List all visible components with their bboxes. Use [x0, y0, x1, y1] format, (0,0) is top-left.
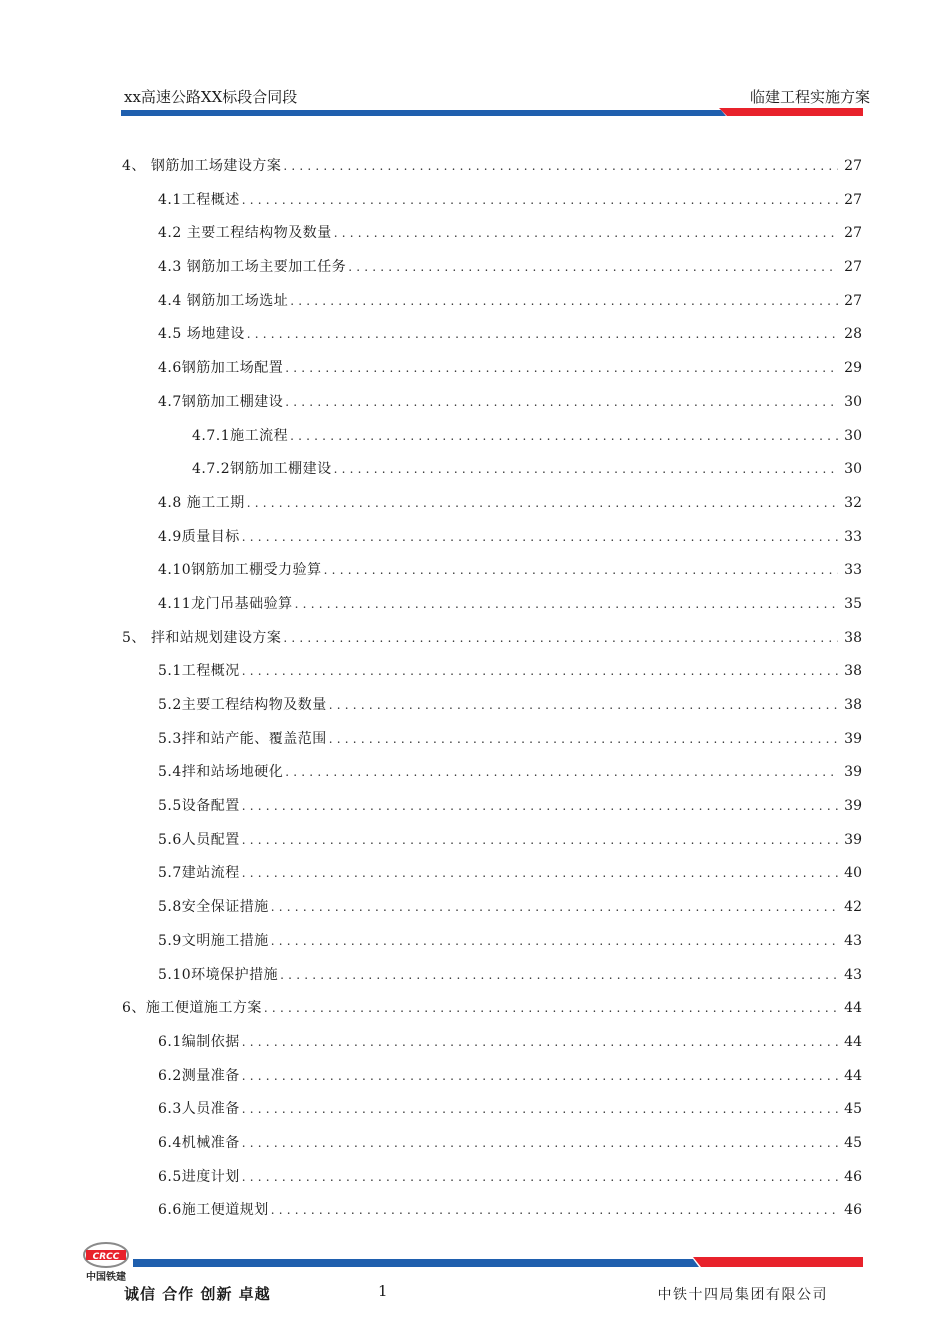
toc-entry-page: 28: [844, 326, 862, 343]
toc-dot-leader: [247, 487, 838, 521]
toc-entry[interactable]: [122, 689, 862, 723]
toc-entry-title: 4.11龙门吊基础验算: [158, 595, 293, 612]
toc-entry[interactable]: [122, 318, 862, 352]
toc-entry[interactable]: [122, 487, 862, 521]
toc-entry-page: 46: [844, 1202, 862, 1219]
toc-dot-leader: [242, 790, 838, 824]
toc-entry-title: 4.4 钢筋加工场选址: [158, 292, 289, 309]
toc-entry-title: 5.4拌和站场地硬化: [158, 764, 284, 781]
toc-entry[interactable]: [122, 1060, 862, 1094]
toc-entry[interactable]: [122, 857, 862, 891]
toc-entry-title: 4.10钢筋加工棚受力验算: [158, 562, 322, 579]
toc-entry-page: 32: [844, 494, 862, 511]
toc-entry-title: 4.7.2钢筋加工棚建设: [192, 461, 332, 478]
toc-entry-title: 4.7钢筋加工棚建设: [158, 393, 284, 410]
toc-dot-leader: [242, 1060, 838, 1094]
toc-entry-page: 40: [844, 865, 862, 882]
toc-entry-page: 38: [844, 629, 862, 646]
toc-dot-leader: [242, 1026, 838, 1060]
toc-entry[interactable]: [122, 622, 862, 656]
toc-entry[interactable]: [122, 420, 862, 454]
header-document-title: 临建工程实施方案: [749, 88, 870, 106]
toc-dot-leader: [242, 1161, 838, 1195]
toc-entry-title: 5.2主要工程结构物及数量: [158, 697, 327, 713]
toc-dot-leader: [329, 689, 838, 723]
toc-entry-title: 6.6施工便道规划: [158, 1202, 269, 1219]
toc-entry-page: 27: [844, 292, 862, 309]
toc-dot-leader: [334, 217, 838, 251]
toc-entry-title: 4.9质量目标: [158, 528, 240, 545]
toc-entry-page: 30: [844, 393, 862, 410]
toc-entry-title: 6.1编制依据: [158, 1033, 240, 1050]
toc-entry[interactable]: [122, 756, 862, 790]
toc-dot-leader: [271, 891, 838, 925]
logo-text: CRCC: [92, 1252, 120, 1262]
toc-entry-title: 6.4机械准备: [158, 1134, 240, 1151]
toc-entry[interactable]: [122, 554, 862, 588]
toc-entry-title: 6、施工便道施工方案: [122, 1000, 262, 1017]
toc-entry-page: 43: [844, 966, 862, 983]
toc-entry-title: 4.2 主要工程结构物及数量: [158, 225, 332, 242]
toc-entry-page: 33: [844, 562, 862, 579]
toc-entry-page: 27: [844, 191, 862, 208]
toc-entry[interactable]: [122, 655, 862, 689]
toc-entry-page: 39: [844, 730, 862, 747]
toc-entry-page: 44: [844, 1000, 862, 1017]
toc-dot-leader: [334, 453, 838, 487]
toc-entry-title: 5.6人员配置: [158, 831, 240, 848]
toc-entry[interactable]: [122, 1026, 862, 1060]
toc-dot-leader: [247, 318, 838, 352]
toc-entry-page: 45: [844, 1134, 862, 1151]
toc-entry-page: 30: [844, 461, 862, 478]
toc-entry-page: 45: [844, 1101, 862, 1118]
toc-entry[interactable]: [122, 588, 862, 622]
toc-entry[interactable]: [122, 251, 862, 285]
toc-entry-page: 30: [844, 427, 862, 444]
toc-entry[interactable]: [122, 150, 862, 184]
toc-entry-title: 4.3 钢筋加工场主要加工任务: [158, 259, 347, 276]
toc-entry[interactable]: [122, 453, 862, 487]
toc-entry[interactable]: [122, 925, 862, 959]
toc-entry-page: 35: [844, 595, 862, 612]
toc-entry[interactable]: [122, 723, 862, 757]
toc-entry-page: 42: [844, 899, 862, 916]
toc-dot-leader: [324, 554, 838, 588]
toc-entry-page: 38: [844, 697, 862, 713]
toc-entry[interactable]: [122, 891, 862, 925]
toc-entry-page: 29: [844, 360, 862, 377]
toc-entry[interactable]: [122, 1093, 862, 1127]
toc-entry-title: 5.10环境保护措施: [158, 966, 279, 983]
toc-entry-title: 6.5进度计划: [158, 1168, 240, 1185]
logo-caption: 中国铁建: [86, 1272, 126, 1283]
toc-entry-page: 39: [844, 831, 862, 848]
header-divider-bar: [121, 108, 863, 116]
toc-dot-leader: [271, 1194, 838, 1228]
toc-dot-leader: [264, 992, 838, 1026]
toc-entry-title: 5.3拌和站产能、覆盖范围: [158, 730, 327, 747]
toc-dot-leader: [329, 723, 838, 757]
toc-dot-leader: [295, 588, 838, 622]
toc-dot-leader: [280, 959, 838, 993]
toc-entry[interactable]: [122, 521, 862, 555]
toc-dot-leader: [283, 150, 838, 184]
toc-entry[interactable]: [122, 824, 862, 858]
footer-company-name: 中铁十四局集团有限公司: [657, 1287, 828, 1303]
toc-entry-title: 4.8 施工工期: [158, 494, 245, 511]
toc-entry[interactable]: [122, 352, 862, 386]
toc-dot-leader: [242, 824, 838, 858]
page-number: 1: [378, 1282, 388, 1300]
toc-entry-title: 4.5 场地建设: [158, 326, 245, 343]
crcc-logo-icon: [78, 1238, 134, 1286]
toc-entry-page: 27: [844, 158, 862, 174]
footer-divider-bar: [133, 1257, 863, 1267]
toc-dot-leader: [242, 1093, 838, 1127]
toc-entry-page: 38: [844, 663, 862, 680]
toc-entry[interactable]: [122, 1161, 862, 1195]
toc-entry-title: 4.1工程概述: [158, 191, 240, 208]
toc-dot-leader: [242, 655, 838, 689]
toc-entry-page: 46: [844, 1168, 862, 1185]
toc-entry[interactable]: [122, 386, 862, 420]
toc-entry-page: 33: [844, 528, 862, 545]
toc-entry-page: 44: [844, 1033, 862, 1050]
toc-dot-leader: [242, 1127, 838, 1161]
footer-motto: 诚信 合作 创新 卓越: [124, 1285, 271, 1303]
toc-entry[interactable]: [122, 285, 862, 319]
toc-entry[interactable]: [122, 217, 862, 251]
toc-entry[interactable]: [122, 959, 862, 993]
toc-entry-title: 5、 拌和站规划建设方案: [122, 629, 282, 646]
toc-dot-leader: [285, 386, 838, 420]
toc-dot-leader: [283, 622, 838, 656]
toc-entry-title: 5.8安全保证措施: [158, 899, 269, 916]
toc-entry-page: 27: [844, 225, 862, 242]
toc-entry-title: 5.7建站流程: [158, 865, 240, 882]
toc-entry-page: 27: [844, 259, 862, 276]
toc-entry-title: 5.9文明施工措施: [158, 932, 269, 949]
toc-entry-page: 43: [844, 932, 862, 949]
toc-entry-title: 4.6钢筋加工场配置: [158, 360, 284, 377]
toc-entry-page: 39: [844, 798, 862, 815]
toc-dot-leader: [290, 285, 838, 319]
toc-entry-title: 4.7.1施工流程: [192, 427, 289, 444]
toc-entry-page: 39: [844, 764, 862, 781]
toc-dot-leader: [290, 420, 838, 454]
toc-entry-title: 6.3人员准备: [158, 1101, 240, 1118]
toc-entry-page: 44: [844, 1067, 862, 1084]
table-of-contents: [122, 150, 862, 1228]
toc-dot-leader: [242, 521, 838, 555]
toc-entry-title: 5.1工程概况: [158, 663, 240, 680]
toc-dot-leader: [348, 251, 838, 285]
toc-entry[interactable]: [122, 790, 862, 824]
toc-entry[interactable]: [122, 1127, 862, 1161]
toc-entry-title: 6.2测量准备: [158, 1067, 240, 1084]
toc-entry-title: 5.5设备配置: [158, 798, 240, 815]
toc-dot-leader: [285, 352, 838, 386]
toc-entry[interactable]: [122, 992, 862, 1026]
toc-entry-title: 4、 钢筋加工场建设方案: [122, 158, 282, 174]
header-project-title: xx高速公路XX标段合同段: [124, 88, 298, 106]
toc-dot-leader: [285, 756, 838, 790]
toc-dot-leader: [242, 184, 838, 218]
toc-entry[interactable]: [122, 184, 862, 218]
toc-entry[interactable]: [122, 1194, 862, 1228]
toc-dot-leader: [271, 925, 838, 959]
toc-dot-leader: [242, 857, 838, 891]
